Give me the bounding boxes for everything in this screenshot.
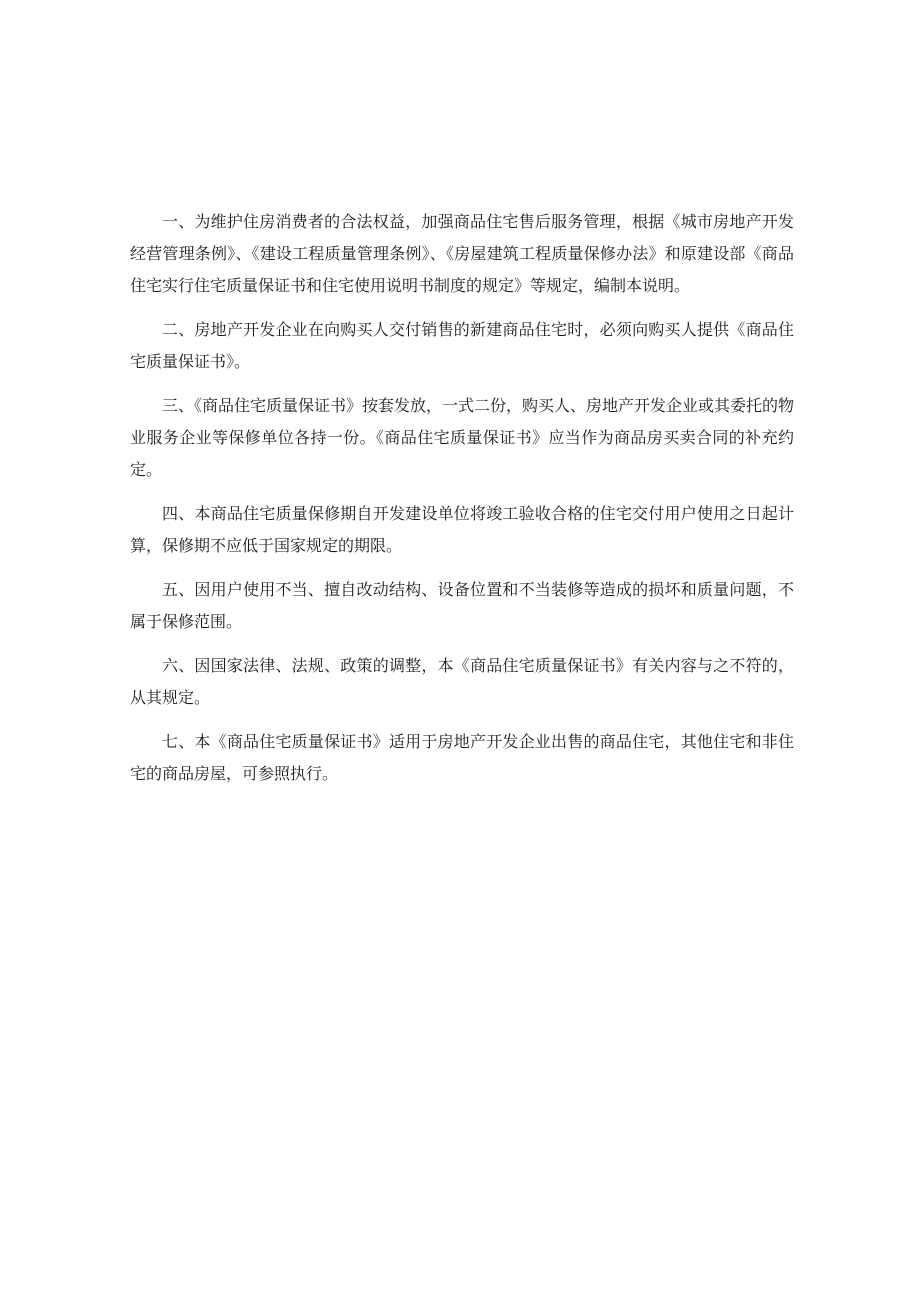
paragraph-2: 二、房地产开发企业在向购买人交付销售的新建商品住宅时，必须向购买人提供《商品住宅质量保证书》。: [130, 320, 794, 371]
paragraph-1: 一、为维护住房消费者的合法权益，加强商品住宅售后服务管理，根据《城市房地产开发经营管理条例》、《建设工程质量管理条例》、《房屋建筑工程质量保修办法》和原建设部《商品住宅实行住宅质量保证书和住宅使用说明书制度的规定》等规定，编制本说明。: [130, 212, 794, 295]
paragraph-5: 五、因用户使用不当、擅自改动结构、设备位置和不当装修等造成的损坏和质量问题，不属于保修范围。: [130, 580, 794, 631]
paragraph-6: 六、因国家法律、法规、政策的调整，本《商品住宅质量保证书》有关内容与之不符的，从其规定。: [130, 656, 794, 707]
paragraph-4: 四、本商品住宅质量保修期自开发建设单位将竣工验收合格的住宅交付用户使用之日起计算，保修期不应低于国家规定的期限。: [130, 504, 794, 555]
paragraph-3: 三、《商品住宅质量保证书》按套发放，一式二份，购买人、房地产开发企业或其委托的物业服务企业等保修单位各持一份。《商品住宅质量保证书》应当作为商品房买卖合同的补充约定。: [130, 396, 795, 479]
paragraph-7: 七、本《商品住宅质量保证书》适用于房地产开发企业出售的商品住宅，其他住宅和非住宅的商品房屋，可参照执行。: [130, 732, 794, 783]
document-body: [130, 206, 794, 802]
